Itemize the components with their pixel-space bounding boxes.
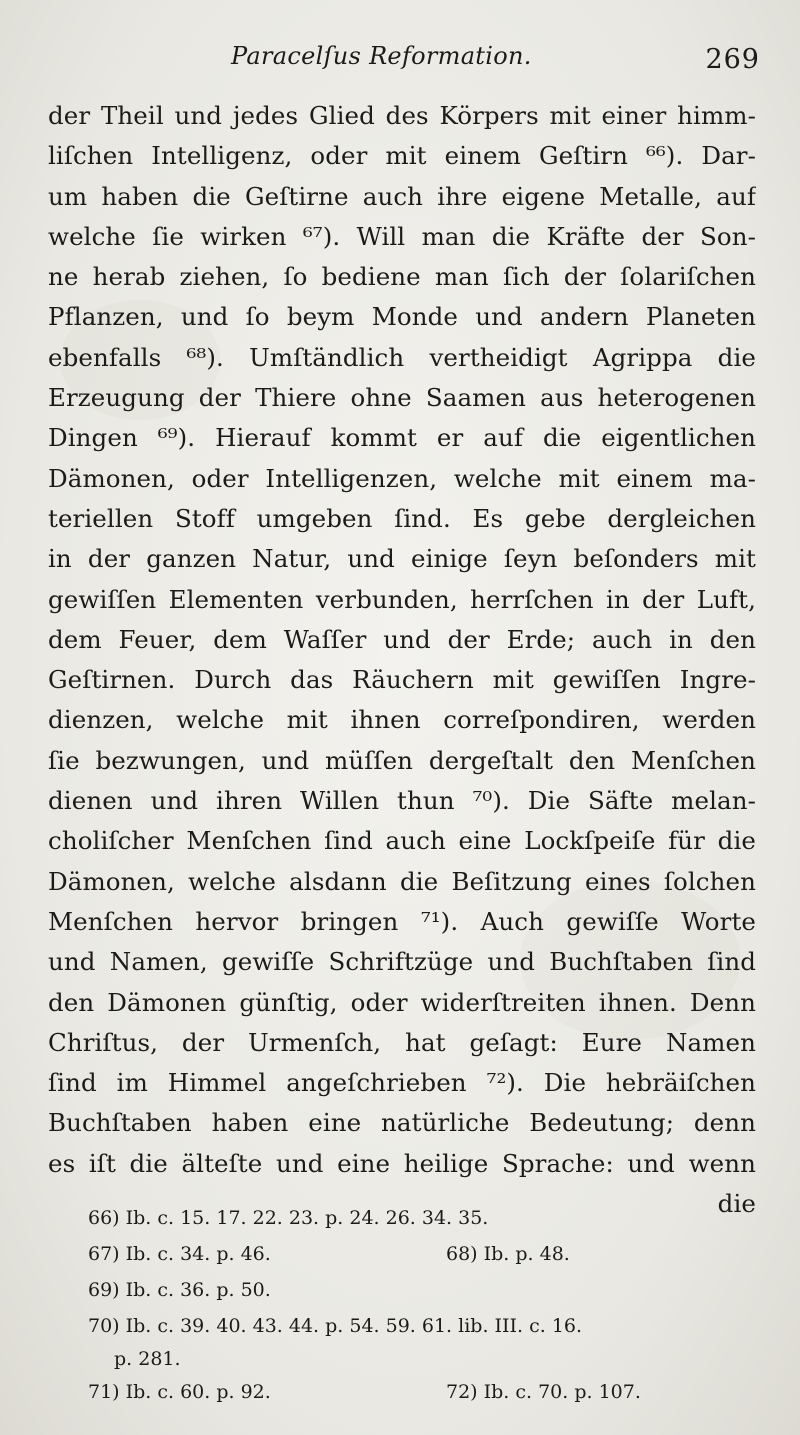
page-number: 269 bbox=[705, 44, 760, 75]
text-line: der Theil und jedes Glied des Körpers mit einer himm- bbox=[48, 101, 756, 130]
catchword: die bbox=[717, 1189, 756, 1219]
text-line: welche ſie wirken ⁶⁷). Will man die Kräfte der Son- bbox=[48, 221, 756, 251]
text-line: dem Feuer, dem Waſſer und der Erde; auch in den bbox=[48, 624, 756, 654]
text-line: Chriſtus, der Urmenſch, hat geſagt: Eure Namen bbox=[48, 1027, 756, 1057]
text-line: um haben die Geſtirne auch ihre eigene Metalle, auf bbox=[48, 181, 756, 211]
footnote-66: 66) Ib. c. 15. 17. 22. 23. p. 24. 26. 34. 35. bbox=[88, 1207, 489, 1229]
text-line: Dingen ⁶⁹). Hierauf kommt er auf die eigentlichen bbox=[48, 423, 756, 453]
footnote-row bbox=[88, 1308, 768, 1344]
text-line: ſie bezwungen, und müſſen dergeſtalt den Menſchen bbox=[48, 745, 756, 775]
text-line: Pflanzen, und ſo beym Monde und andern Planeten bbox=[48, 302, 756, 332]
text-line: es iſt die älteſte und eine heilige Sprache: und wenn bbox=[48, 1148, 756, 1178]
footnote-68: 68) Ib. p. 48. bbox=[446, 1243, 570, 1265]
footnote-row bbox=[88, 1374, 768, 1410]
footnote-row bbox=[88, 1272, 768, 1308]
text-line: ebenfalls ⁶⁸). Umſtändlich vertheidigt Agrippa die bbox=[48, 342, 756, 372]
footnote-row bbox=[88, 1200, 768, 1236]
main-text-block bbox=[48, 96, 756, 1224]
footnote-72: 72) Ib. c. 70. p. 107. bbox=[446, 1381, 641, 1403]
footnote-67: 67) Ib. c. 34. p. 46. bbox=[88, 1243, 271, 1265]
text-line: choliſcher Menſchen ſind auch eine Lockſpeiſe für die bbox=[48, 826, 756, 856]
running-head: Paracelſus Reformation. bbox=[231, 42, 532, 70]
text-line: ne herab ziehen, ſo bediene man ſich der ſolariſchen bbox=[48, 262, 756, 292]
text-line: und Namen, gewiſſe Schriftzüge und Buchſtaben ſind bbox=[48, 947, 756, 977]
text-line: teriellen Stoff umgeben ſind. Es gebe dergleichen bbox=[48, 503, 756, 533]
footnote-71: 71) Ib. c. 60. p. 92. bbox=[88, 1381, 271, 1403]
text-line: Dämonen, oder Intelligenzen, welche mit einem ma- bbox=[48, 463, 756, 493]
text-line: Erzeugung der Thiere ohne Saamen aus heterogenen bbox=[48, 383, 756, 413]
footnotes-block bbox=[88, 1200, 768, 1410]
footnote-row bbox=[88, 1344, 768, 1374]
text-line: liſchen Intelligenz, oder mit einem Geſtirn ⁶⁶). Dar- bbox=[48, 141, 756, 171]
text-line: Dämonen, welche alsdann die Beſitzung eines ſolchen bbox=[48, 866, 756, 896]
footnote-row bbox=[88, 1236, 768, 1272]
text-line: dienzen, welche mit ihnen correſpondiren, werden bbox=[48, 705, 756, 735]
text-line: ſind im Himmel angeſchrieben ⁷²). Die hebräiſchen bbox=[48, 1068, 756, 1098]
text-line: Buchſtaben haben eine natürliche Bedeutung; denn bbox=[48, 1108, 756, 1138]
text-line: dienen und ihren Willen thun ⁷⁰). Die Säfte melan- bbox=[48, 786, 756, 816]
footnote-70-continuation: p. 281. bbox=[114, 1348, 181, 1370]
footnote-70: 70) Ib. c. 39. 40. 43. 44. p. 54. 59. 61. lib. III. c. 16. bbox=[88, 1315, 583, 1337]
text-line: in der ganzen Natur, und einige ſeyn beſonders mit bbox=[48, 544, 756, 574]
footnote-69: 69) Ib. c. 36. p. 50. bbox=[88, 1279, 271, 1301]
text-line: Geſtirnen. Durch das Räuchern mit gewiſſen Ingre- bbox=[48, 665, 756, 695]
text-line: Menſchen hervor bringen ⁷¹). Auch gewiſſe Worte bbox=[48, 906, 756, 936]
text-line: den Dämonen günſtig, oder widerſtreiten ihnen. Denn bbox=[48, 987, 756, 1017]
text-line: gewiſſen Elementen verbunden, herrſchen in der Luft, bbox=[48, 584, 756, 614]
page-header bbox=[48, 38, 760, 78]
